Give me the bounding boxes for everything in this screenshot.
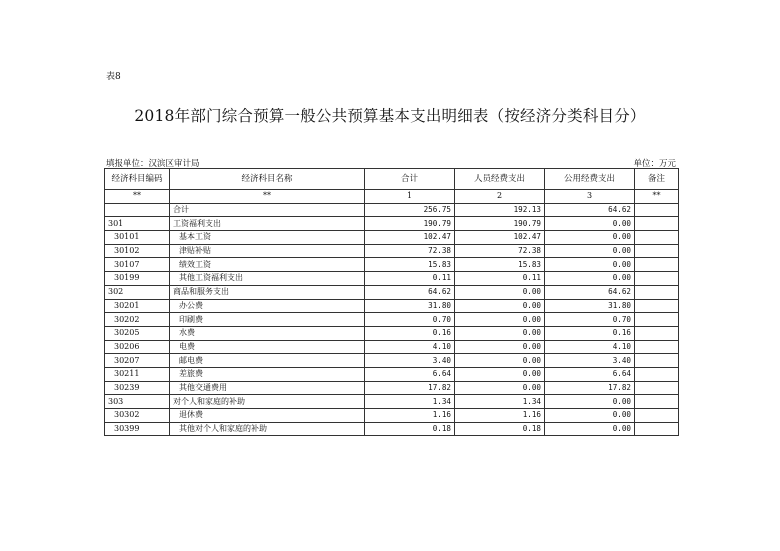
table-row [105,313,679,327]
row-total-cell: 17.82 [365,381,455,395]
row-total-cell: 4.10 [365,340,455,354]
row-remark-cell [635,217,679,231]
row-personnel-cell: 0.18 [455,422,545,436]
row-name-cell: 对个人和家庭的补助 [170,395,365,409]
row-personnel-cell: 0.00 [455,326,545,340]
row-remark-cell [635,299,679,313]
table-row [105,395,679,409]
table-row [105,258,679,272]
table-row [105,422,679,436]
row-remark-cell [635,285,679,299]
table-row [105,340,679,354]
row-name-cell: 绩效工资 [170,258,365,272]
row-remark-cell [635,258,679,272]
row-public-cell: 0.16 [545,326,635,340]
index-row [105,190,679,204]
row-remark-cell [635,313,679,327]
table-row [105,367,679,381]
row-public-cell: 0.00 [545,409,635,423]
row-personnel-cell: 1.16 [455,409,545,423]
row-remark-cell [635,367,679,381]
header-total: 合计 [365,169,455,190]
row-remark-cell [635,354,679,368]
row-code-cell: 30399 [105,422,170,436]
row-personnel-cell: 190.79 [455,217,545,231]
row-public-cell: 0.00 [545,217,635,231]
row-personnel-cell: 0.00 [455,367,545,381]
row-public-cell: 0.00 [545,258,635,272]
row-total-cell: 190.79 [365,217,455,231]
header-public: 公用经费支出 [545,169,635,190]
row-public-cell: 64.62 [545,285,635,299]
row-code-cell: 301 [105,217,170,231]
row-personnel-cell: 0.00 [455,313,545,327]
row-name-cell: 工资福利支出 [170,217,365,231]
table-row [105,381,679,395]
row-personnel-cell: 192.13 [455,203,545,217]
page-title: 2018年部门综合预算一般公共预算基本支出明细表（按经济分类科目分） [134,107,646,125]
row-remark-cell [635,381,679,395]
table-row [105,299,679,313]
table-header-row [105,169,679,190]
header-remark: 备注 [635,169,679,190]
row-personnel-cell: 0.00 [455,285,545,299]
row-personnel-cell: 0.00 [455,299,545,313]
header-code: 经济科目编码 [105,169,170,190]
row-code-cell: 30201 [105,299,170,313]
row-code-cell: 30207 [105,354,170,368]
row-public-cell: 0.00 [545,395,635,409]
row-code-cell: 303 [105,395,170,409]
row-name-cell: 其他对个人和家庭的补助 [170,422,365,436]
row-remark-cell [635,409,679,423]
row-name-cell: 基本工资 [170,231,365,245]
row-code-cell: 30205 [105,326,170,340]
table-row [105,354,679,368]
row-total-cell: 256.75 [365,203,455,217]
row-total-cell: 1.16 [365,409,455,423]
row-name-cell: 退休费 [170,409,365,423]
index-remark: ** [635,190,679,204]
row-code-cell: 30107 [105,258,170,272]
row-total-cell: 3.40 [365,354,455,368]
row-code-cell: 30102 [105,244,170,258]
row-total-cell: 0.16 [365,326,455,340]
table-row [105,326,679,340]
row-public-cell: 3.40 [545,354,635,368]
row-total-cell: 6.64 [365,367,455,381]
row-personnel-cell: 0.00 [455,381,545,395]
table-row [105,409,679,423]
row-remark-cell [635,272,679,286]
row-name-cell: 合计 [170,203,365,217]
row-name-cell: 商品和服务支出 [170,285,365,299]
table-row [105,285,679,299]
row-total-cell: 1.34 [365,395,455,409]
row-public-cell: 0.00 [545,231,635,245]
row-personnel-cell: 0.00 [455,354,545,368]
row-remark-cell [635,231,679,245]
row-remark-cell [635,395,679,409]
table-row [105,231,679,245]
index-personnel: 2 [455,190,545,204]
row-name-cell: 办公费 [170,299,365,313]
row-total-cell: 15.83 [365,258,455,272]
row-total-cell: 102.47 [365,231,455,245]
row-total-cell: 72.38 [365,244,455,258]
filler-unit-label: 填报单位：汉滨区审计局 [106,159,200,169]
row-public-cell: 64.62 [545,203,635,217]
header-name: 经济科目名称 [170,169,365,190]
row-code-cell: 30202 [105,313,170,327]
table-row [105,272,679,286]
row-total-cell: 0.70 [365,313,455,327]
row-public-cell: 0.00 [545,244,635,258]
row-public-cell: 0.00 [545,422,635,436]
row-name-cell: 其他交通费用 [170,381,365,395]
currency-unit-label: 单位：万元 [633,159,676,169]
row-public-cell: 31.80 [545,299,635,313]
row-code-cell: 30302 [105,409,170,423]
expenditure-table [104,168,679,436]
row-code-cell [105,203,170,217]
row-personnel-cell: 0.11 [455,272,545,286]
row-total-cell: 0.18 [365,422,455,436]
row-name-cell: 水费 [170,326,365,340]
row-code-cell: 30239 [105,381,170,395]
row-personnel-cell: 1.34 [455,395,545,409]
row-name-cell: 津贴补贴 [170,244,365,258]
row-remark-cell [635,326,679,340]
row-personnel-cell: 72.38 [455,244,545,258]
table-number: 表8 [106,72,121,82]
row-public-cell: 0.70 [545,313,635,327]
row-personnel-cell: 0.00 [455,340,545,354]
row-remark-cell [635,340,679,354]
row-total-cell: 0.11 [365,272,455,286]
row-total-cell: 31.80 [365,299,455,313]
table-row [105,203,679,217]
row-public-cell: 17.82 [545,381,635,395]
row-public-cell: 0.00 [545,272,635,286]
row-code-cell: 30101 [105,231,170,245]
row-remark-cell [635,244,679,258]
row-code-cell: 30199 [105,272,170,286]
index-total: 1 [365,190,455,204]
row-code-cell: 30211 [105,367,170,381]
header-personnel: 人员经费支出 [455,169,545,190]
row-public-cell: 4.10 [545,340,635,354]
row-name-cell: 印刷费 [170,313,365,327]
row-total-cell: 64.62 [365,285,455,299]
table-row [105,244,679,258]
row-code-cell: 30206 [105,340,170,354]
table-row [105,217,679,231]
index-name: ** [170,190,365,204]
index-code: ** [105,190,170,204]
row-remark-cell [635,422,679,436]
index-public: 3 [545,190,635,204]
row-personnel-cell: 15.83 [455,258,545,272]
row-personnel-cell: 102.47 [455,231,545,245]
row-name-cell: 邮电费 [170,354,365,368]
row-name-cell: 电费 [170,340,365,354]
row-public-cell: 6.64 [545,367,635,381]
row-name-cell: 差旅费 [170,367,365,381]
row-code-cell: 302 [105,285,170,299]
row-remark-cell [635,203,679,217]
row-name-cell: 其他工资福利支出 [170,272,365,286]
